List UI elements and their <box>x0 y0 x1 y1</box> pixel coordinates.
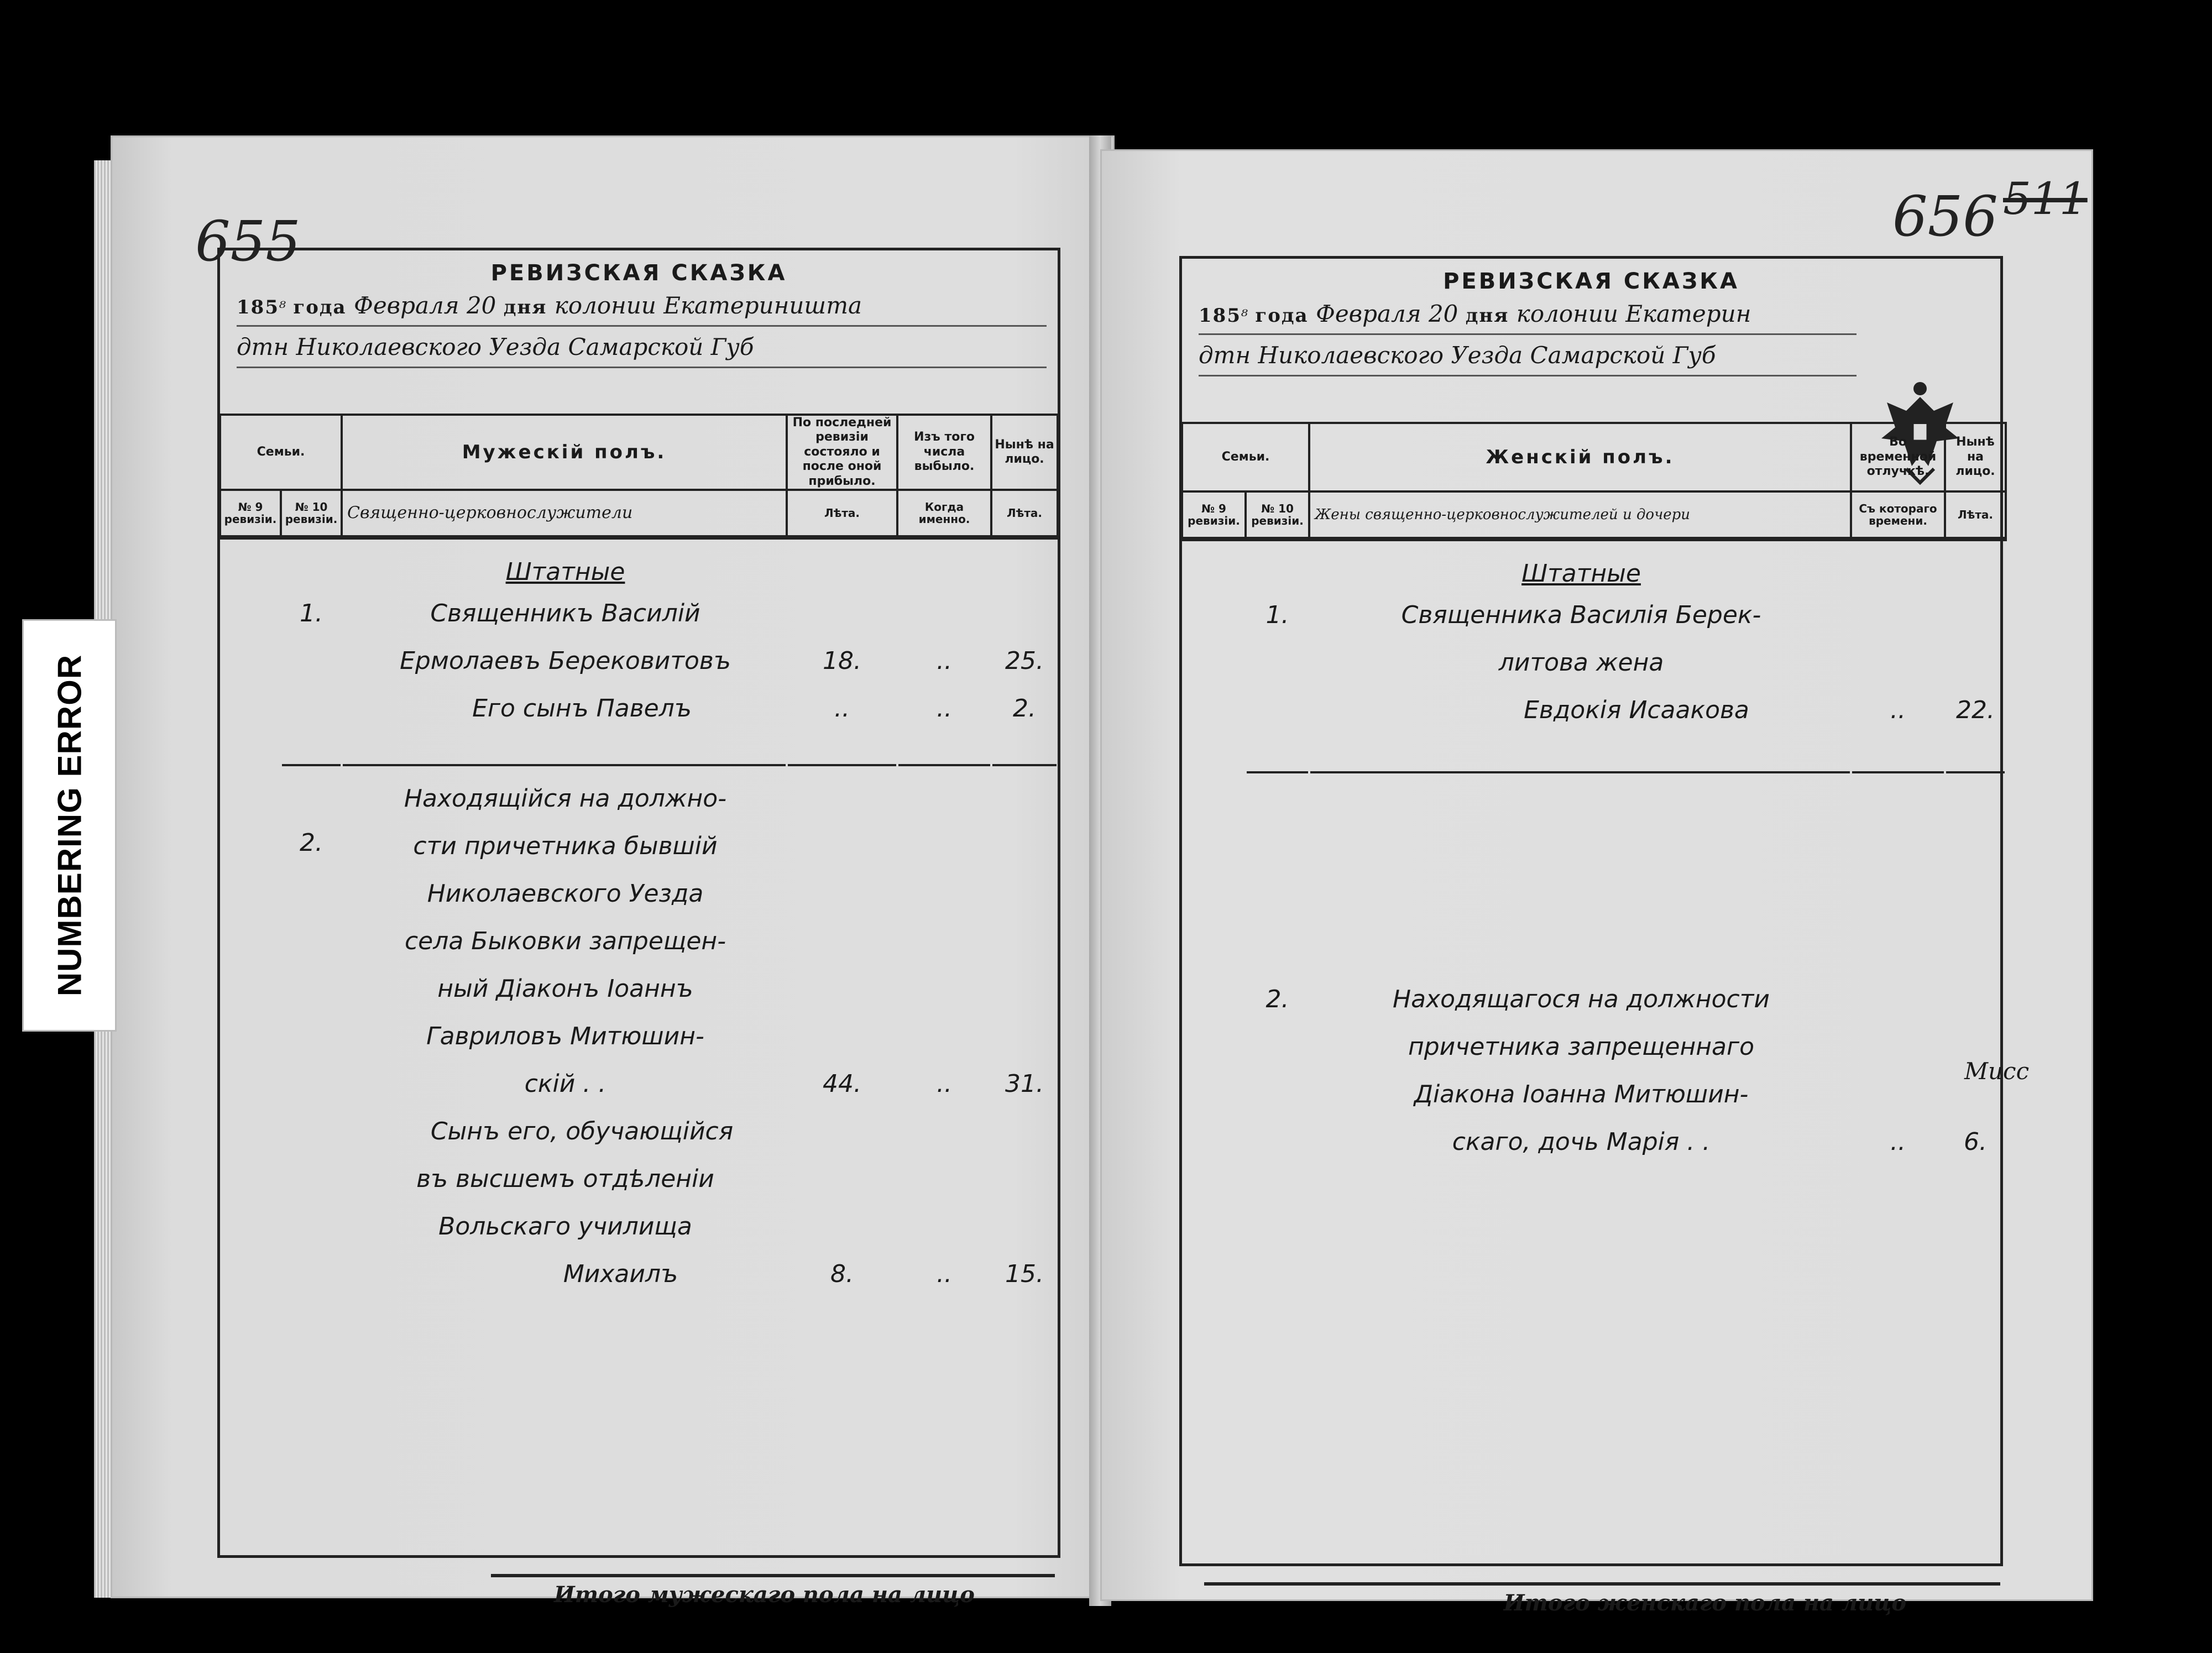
row-divider <box>992 764 1057 766</box>
col-rev9-body <box>220 536 281 538</box>
left-header-line-2: дтн Николаевского Уезда Самарской Губ <box>237 333 1047 368</box>
entry-lines <box>348 775 782 1298</box>
left-year: 185 <box>237 296 279 318</box>
col-departed-body <box>897 536 991 1288</box>
entry-line: Священника Василія Берек- <box>1401 601 1761 629</box>
departed-value: .. <box>937 1069 952 1098</box>
entry-lines <box>1316 976 1847 1166</box>
right-census-form <box>1179 256 2003 1616</box>
ledger-book <box>88 127 2095 1620</box>
entry-line: скаго, дочь Марія . . <box>1452 1128 1711 1156</box>
entry-line: Діакона Іоанна Митюшин- <box>1414 1080 1749 1108</box>
row-divider <box>788 764 896 766</box>
left-page-number: 655 <box>195 209 301 274</box>
departed-value: .. <box>937 1259 952 1288</box>
entry-line: Николаевского Уезда <box>427 879 704 908</box>
entry-line: Сынъ его, обучающійся <box>430 1117 734 1145</box>
entry-line: Ермолаевъ Берековитовъ <box>400 646 731 675</box>
age-now-value: 31. <box>1005 1069 1044 1098</box>
entry-line: Находящійся на должно- <box>404 784 727 813</box>
entry-line: литова жена <box>1498 648 1664 677</box>
entry-line: Евдокія Исаакова <box>1524 696 1749 724</box>
row-divider <box>1310 771 1850 773</box>
left-colony-hand: колонии Екатериништа <box>554 292 862 319</box>
left-footer-total: Итого мужескаго пола на лицо <box>553 1582 975 1608</box>
col-years-body <box>787 536 897 1288</box>
right-header-line-1: 185⁸ года Февраля 20 дня колонии Екатерин <box>1199 300 1857 335</box>
left-census-form <box>217 248 1060 1608</box>
col-header-present: Нынѣ на лицо. <box>991 415 1058 490</box>
subheader-rev10: № 10 ревизіи. <box>281 490 342 536</box>
age-value: .. <box>834 694 850 723</box>
col-header-absent: Во временной отлучкѣ. <box>1851 423 1945 491</box>
entry-line: Вольскаго училища <box>438 1212 692 1241</box>
entry-line: Находящагося на должности <box>1393 985 1770 1013</box>
col-names-body <box>342 536 787 1288</box>
col-header-family: Семьи. <box>1182 423 1309 491</box>
col-present-body <box>991 536 1058 1288</box>
age-value: 44. <box>823 1069 861 1098</box>
col-header-last-revision: По последней ревизіи состояло и после оной прибыло. <box>787 415 897 490</box>
entry-line: села Быковки запрещен- <box>404 927 726 955</box>
left-form-title: РЕВИЗСКАЯ СКАЗКА <box>490 260 787 286</box>
left-year-word: года <box>293 296 347 318</box>
subheader-since: Съ котораго времени. <box>1851 491 1945 538</box>
subheader-category: Священно-церковнослужители <box>342 490 787 536</box>
subheader-rev9: № 9 ревизіи. <box>1182 491 1246 538</box>
departed-value: .. <box>937 694 952 723</box>
absent-value: .. <box>1890 696 1906 724</box>
numbering-error-tab <box>22 619 117 1032</box>
right-page-number: 656 <box>1892 184 1998 249</box>
right-year: 185 <box>1199 305 1241 327</box>
right-day-word: дня <box>1465 305 1509 327</box>
col-header-male: Мужескій полъ. <box>342 415 787 490</box>
age-now-value: 25. <box>1005 646 1044 675</box>
left-day-word: дня <box>503 296 547 318</box>
footer-rule <box>491 1574 1055 1577</box>
age-value: 8. <box>830 1259 854 1288</box>
entry-line: Священникъ Василій <box>430 599 700 627</box>
left-page <box>111 135 1115 1608</box>
left-header-line-1: 185⁸ года Февраля 20 дня колонии Екатериништа <box>237 292 1047 327</box>
entry-number: 1. <box>300 599 323 627</box>
row-divider <box>1946 771 2005 773</box>
right-year-word: года <box>1255 305 1309 327</box>
entry-number: 1. <box>1266 601 1289 629</box>
entry-line: сти причетника бывшій <box>413 831 718 860</box>
subheader-when: Когда именно. <box>897 490 991 536</box>
col-header-family: Семьи. <box>220 415 342 490</box>
entry-line: Михаилъ <box>563 1259 678 1288</box>
entry-line: причетника запрещеннаго <box>1408 1033 1755 1061</box>
col-absent-body <box>1851 538 1945 1156</box>
row-divider <box>1852 771 1944 773</box>
col-header-present: Нынѣ на лицо. <box>1945 423 2006 491</box>
left-census-table <box>219 414 1059 1288</box>
row-divider <box>282 764 341 766</box>
subheader-category: Жены священно-церковнослужителей и дочери <box>1309 491 1851 538</box>
entry-line: въ высшемъ отдѣленіи <box>416 1164 714 1193</box>
right-date-hand: Февраля 20 <box>1315 300 1458 327</box>
age-now-value: 2. <box>1013 694 1036 723</box>
left-date-hand: Февраля 20 <box>353 292 496 319</box>
col-rev10-body <box>281 536 342 857</box>
margin-signature: Мисс <box>1964 1058 2030 1085</box>
row-divider <box>898 764 990 766</box>
entry-lines <box>348 590 782 733</box>
subheader-years: Лѣта. <box>1945 491 2006 538</box>
departed-value: .. <box>937 646 952 675</box>
right-footer-total: Итого женскаго пола на лицо <box>1503 1590 1906 1616</box>
section-heading: Штатные <box>505 557 625 586</box>
age-value: 18. <box>823 646 861 675</box>
right-header-line-2: дтн Николаевского Уезда Самарской Губ <box>1199 342 1857 376</box>
subheader-years-now: Лѣта. <box>991 490 1058 536</box>
entry-lines <box>1316 592 1847 734</box>
subheader-rev9: № 9 ревизіи. <box>220 490 281 536</box>
subheader-rev10: № 10 ревизіи. <box>1246 491 1309 538</box>
col-header-departed: Изъ того числа выбыло. <box>897 415 991 490</box>
age-now-value: 15. <box>1005 1259 1044 1288</box>
entry-number: 2. <box>300 828 323 857</box>
entry-number: 2. <box>1266 985 1289 1013</box>
age-now-value: 6. <box>1964 1128 1987 1156</box>
col-names-body <box>1309 538 1851 1156</box>
entry-line: Его сынъ Павелъ <box>472 694 692 723</box>
right-form-title: РЕВИЗСКАЯ СКАЗКА <box>1443 269 1739 294</box>
absent-value: .. <box>1890 1128 1906 1156</box>
row-divider <box>343 764 786 766</box>
entry-line: Гавриловъ Митюшин- <box>426 1022 704 1050</box>
row-divider <box>1247 771 1308 773</box>
entry-line: скій . . <box>524 1069 606 1098</box>
col-header-female: Женскій полъ. <box>1309 423 1851 491</box>
age-now-value: 22. <box>1956 696 1995 724</box>
footer-rule <box>1204 1582 2000 1586</box>
entry-line: ный Діаконъ Іоаннъ <box>437 974 693 1003</box>
subheader-years: Лѣта. <box>787 490 897 536</box>
right-colony-hand: колонии Екатерин <box>1516 300 1751 327</box>
numbering-error-label: NUMBERING ERROR <box>51 654 88 997</box>
old-page-number: 511 <box>2003 173 2088 224</box>
col-rev10-body <box>1246 538 1309 1013</box>
right-page <box>1100 149 2093 1616</box>
section-heading: Штатные <box>1521 559 1641 588</box>
col-rev9-body <box>1182 538 1246 540</box>
